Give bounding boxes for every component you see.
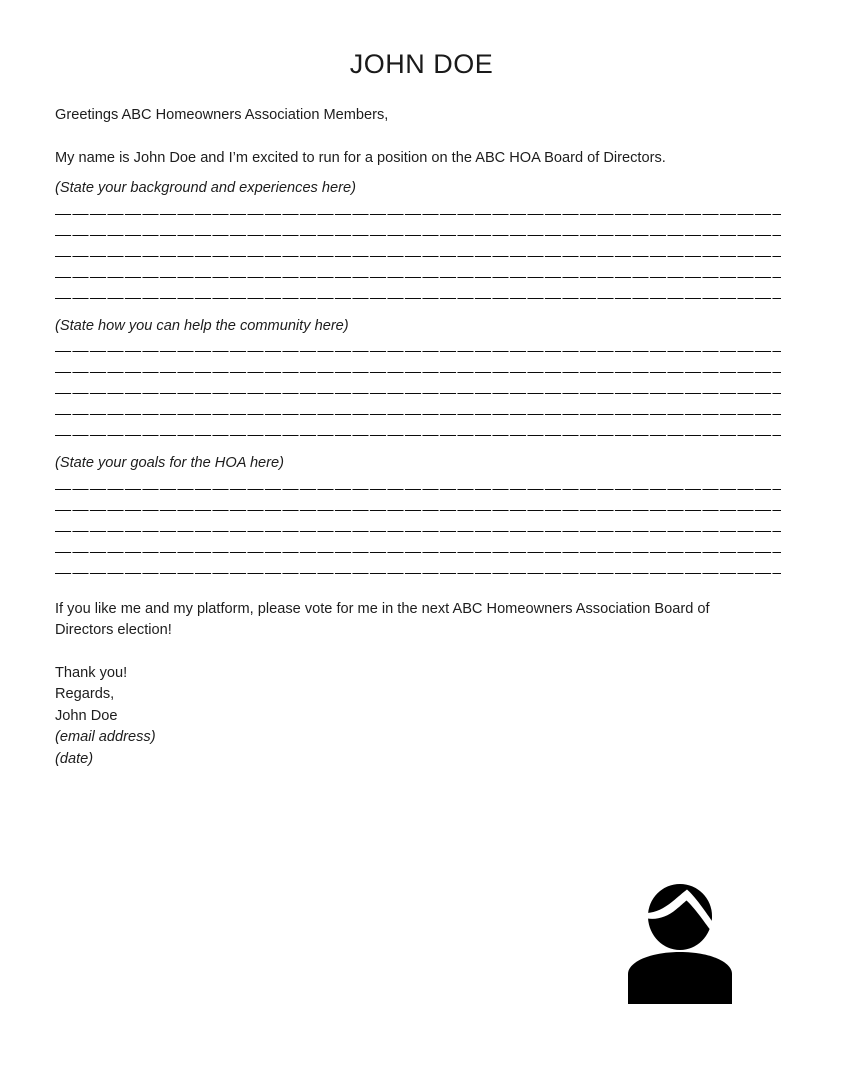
signoff-email-placeholder: (email address) bbox=[55, 729, 156, 745]
rule-line[interactable] bbox=[55, 400, 781, 421]
rule-line[interactable] bbox=[55, 284, 781, 305]
rule-line[interactable] bbox=[55, 337, 781, 358]
rule-line[interactable] bbox=[55, 358, 781, 379]
rule-line[interactable] bbox=[55, 421, 781, 442]
section-prompt-goals: (State your goals for the HOA here) bbox=[55, 455, 285, 471]
thanks-paragraph: Thank you! bbox=[55, 664, 128, 681]
greeting-paragraph: Greetings ABC Homeowners Association Members, bbox=[55, 107, 389, 123]
rule-line[interactable] bbox=[55, 475, 781, 496]
rule-line[interactable] bbox=[55, 379, 781, 400]
rule-line[interactable] bbox=[55, 200, 781, 221]
intro-paragraph: My name is John Doe and I’m excited to run for a position on the ABC HOA Board of Directors. bbox=[55, 149, 666, 166]
section-prompt-background: (State your background and experiences here) bbox=[55, 180, 356, 196]
section-community bbox=[55, 316, 767, 443]
closing-paragraph: If you like me and my platform, please vote for me in the next ABC Homeowners Association Board of Directors election! bbox=[55, 600, 714, 638]
rule-line[interactable] bbox=[55, 559, 781, 580]
section-goals bbox=[55, 453, 767, 580]
answer-lines-goals[interactable] bbox=[55, 475, 767, 580]
rule-line[interactable] bbox=[55, 242, 781, 263]
rule-line[interactable] bbox=[55, 538, 781, 559]
rule-line[interactable] bbox=[55, 496, 781, 517]
rule-line[interactable] bbox=[55, 517, 781, 538]
signoff-date-placeholder: (date) bbox=[55, 750, 94, 767]
page-title: JOHN DOE bbox=[349, 49, 494, 79]
signoff-name: John Doe bbox=[55, 707, 118, 724]
section-prompt-community: (State how you can help the community here) bbox=[55, 317, 349, 334]
answer-lines-background[interactable] bbox=[55, 200, 767, 305]
rule-line[interactable] bbox=[55, 221, 781, 242]
person-silhouette-icon bbox=[624, 878, 736, 1004]
answer-lines-community[interactable] bbox=[55, 337, 767, 442]
section-background bbox=[55, 178, 767, 305]
document-body bbox=[55, 105, 767, 770]
signoff-regards: Regards, bbox=[55, 686, 115, 702]
rule-line[interactable] bbox=[55, 263, 781, 284]
signoff-block bbox=[55, 684, 767, 770]
